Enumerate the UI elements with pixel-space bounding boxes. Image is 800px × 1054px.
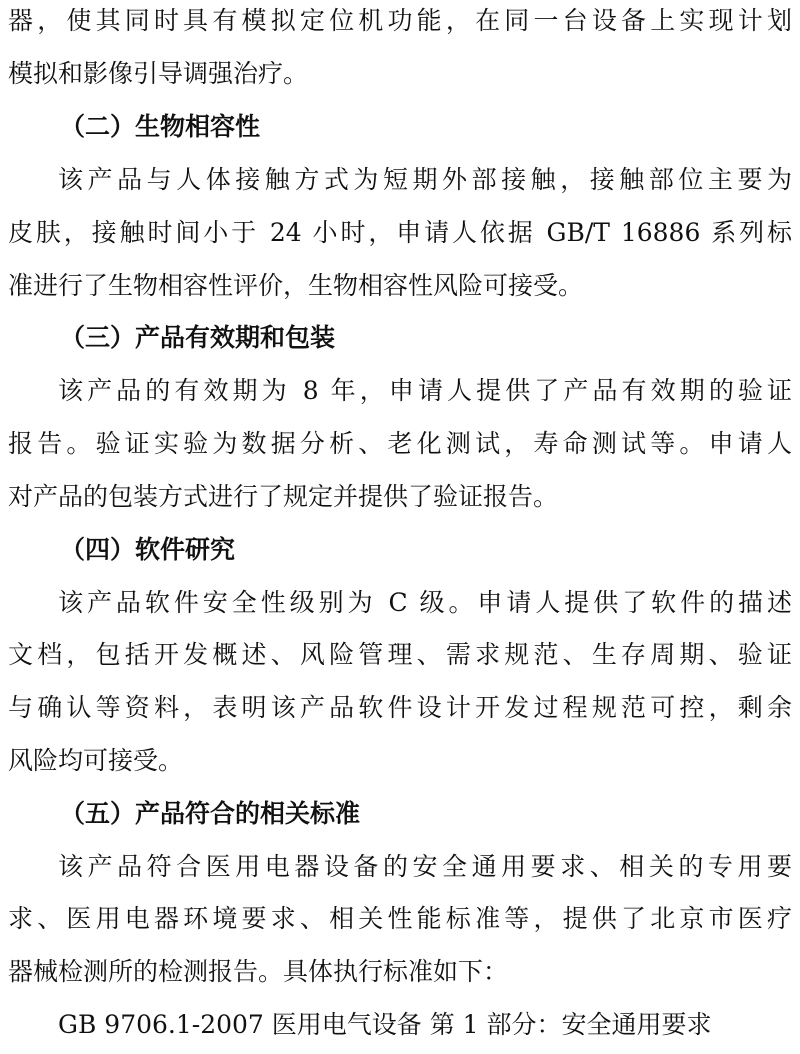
line-text: GB 9706.1-2007 医用电气设备 第 1 部分：安全通用要求 <box>58 1010 712 1039</box>
body-line <box>0 681 800 734</box>
section-heading-software-study <box>0 523 800 576</box>
line-text: 该产品与人体接触方式为短期外部接触，接触部位主要为 <box>58 165 792 194</box>
line-text: 准进行了生物相容性评价，生物相容性风险可接受。 <box>8 271 584 300</box>
body-line <box>0 734 800 787</box>
body-line <box>0 840 800 893</box>
body-line <box>0 628 800 681</box>
line-text: 风险均可接受。 <box>8 746 184 775</box>
line-text: 器械检测所的检测报告。具体执行标准如下： <box>8 957 509 986</box>
line-text: 文档，包括开发概述、风险管理、需求规范、生存周期、验证 <box>8 640 792 669</box>
heading-text: （四）软件研究 <box>60 535 236 564</box>
line-text: 对产品的包装方式进行了规定并提供了验证报告。 <box>8 482 559 511</box>
line-text: 该产品的有效期为 8 年，申请人提供了产品有效期的验证 <box>58 376 792 405</box>
line-text: 皮肤，接触时间小于 24 小时，申请人依据 GB/T 16886 系列标 <box>8 218 792 247</box>
body-line <box>0 364 800 417</box>
heading-text: （五）产品符合的相关标准 <box>60 799 361 828</box>
section-heading-applicable-standards <box>0 787 800 840</box>
body-line <box>0 47 800 100</box>
body-line <box>0 206 800 259</box>
section-heading-shelf-life-packaging <box>0 311 800 364</box>
body-line <box>0 470 800 523</box>
body-line <box>0 945 800 998</box>
line-text: 该产品软件安全性级别为 C 级。申请人提供了软件的描述 <box>58 588 792 617</box>
line-text: 该产品符合医用电器设备的安全通用要求、相关的专用要 <box>58 852 792 881</box>
body-line <box>0 576 800 629</box>
line-text: 报告。验证实验为数据分析、老化测试，寿命测试等。申请人 <box>8 429 792 458</box>
body-line <box>0 259 800 312</box>
body-line <box>0 0 800 47</box>
line-text: 求、医用电器环境要求、相关性能标准等，提供了北京市医疗 <box>8 904 792 933</box>
line-text: 器，使其同时具有模拟定位机功能，在同一台设备上实现计划 <box>8 6 792 35</box>
line-text: 与确认等资料，表明该产品软件设计开发过程规范可控，剩余 <box>8 693 792 722</box>
body-line <box>0 892 800 945</box>
line-text: 模拟和影像引导调强治疗。 <box>8 59 309 88</box>
heading-text: （三）产品有效期和包装 <box>60 323 336 352</box>
body-line <box>0 153 800 206</box>
standard-line <box>0 998 800 1051</box>
heading-text: （二）生物相容性 <box>60 112 261 141</box>
body-line <box>0 417 800 470</box>
section-heading-biocompatibility <box>0 100 800 153</box>
